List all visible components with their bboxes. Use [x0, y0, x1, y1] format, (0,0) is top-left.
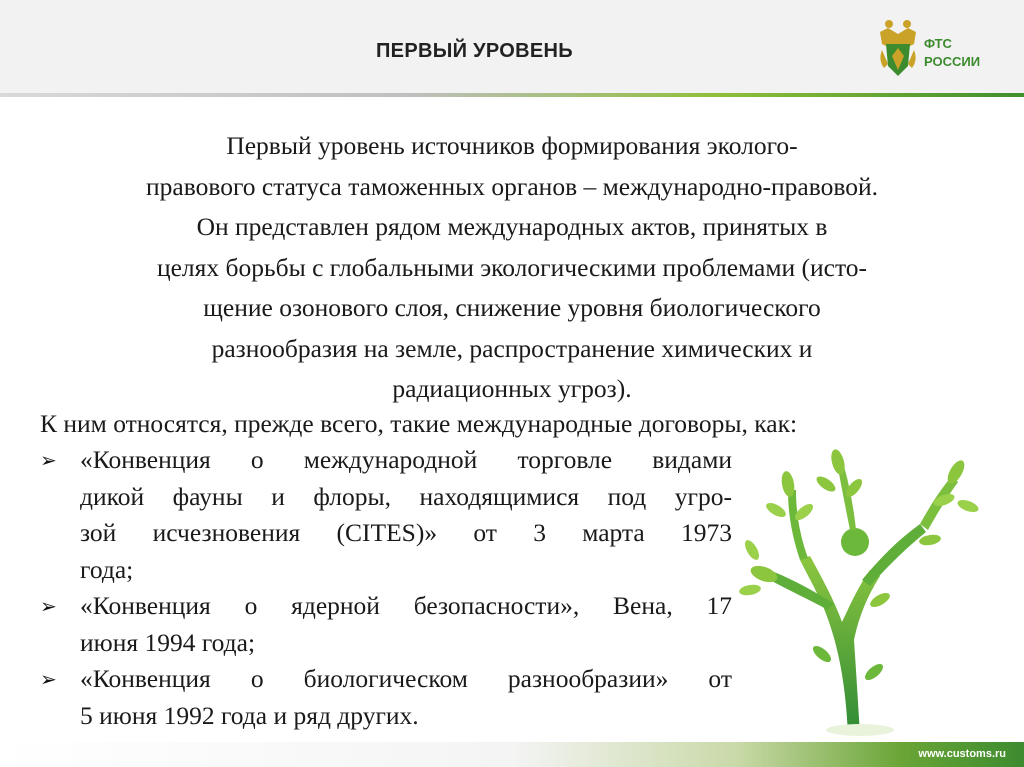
logo-text-russia: РОССИИ [924, 54, 981, 69]
green-plant-figure-illustration [730, 440, 980, 740]
intro-line: целях борьбы с глобальными экологическими проблемами (исто- [156, 252, 868, 282]
list-line: «Конвенция о ядерной безопасности», Вена, 17 [80, 591, 732, 620]
logo-text-fts: ФТС [924, 36, 952, 51]
intro-line: радиационных угроз). [392, 374, 632, 403]
fts-logo [876, 14, 996, 86]
intro-paragraph [22, 126, 1002, 410]
arrow-bullet-icon: ➢ [40, 448, 57, 472]
arrow-bullet-icon: ➢ [40, 667, 57, 691]
arrow-bullet-icon: ➢ [40, 594, 57, 618]
list-line: дикой фауны и флоры, находящимися под угро- [80, 481, 732, 511]
list-item [40, 442, 732, 588]
intro-line: Он представлен рядом международных актов, принятых в [196, 212, 828, 241]
intro-line: правового статуса таможенных органов – международно-правовой. [146, 171, 878, 201]
treaty-list [40, 442, 732, 734]
header-divider [0, 93, 1024, 97]
list-line: «Конвенция о биологическом разнообразии» от [80, 664, 732, 693]
list-item [40, 661, 732, 734]
list-line: «Конвенция о международной торговле видами [80, 445, 732, 474]
coat-of-arms-icon [876, 14, 920, 86]
footer-url: www.customs.ru [918, 748, 1006, 760]
list-line: 5 июня 1992 года и ряд других. [80, 700, 419, 730]
list-line: зой исчезновения (CITES)» от 3 марта 1973 [80, 518, 732, 547]
list-line: июня 1994 года; [80, 627, 256, 657]
slide-title: ПЕРВЫЙ УРОВЕНЬ [376, 40, 573, 62]
list-item [40, 588, 732, 661]
intro-line: щение озонового слоя, снижение уровня биологического [203, 293, 821, 322]
list-line: года; [80, 554, 134, 584]
footer-bar [0, 742, 1024, 767]
lead-sentence: К ним относятся, прежде всего, такие международные договоры, как: [40, 409, 798, 438]
intro-line: разнообразия на земле, распространение химических и [211, 333, 813, 363]
intro-line: Первый уровень источников формирования эколого- [226, 131, 798, 160]
